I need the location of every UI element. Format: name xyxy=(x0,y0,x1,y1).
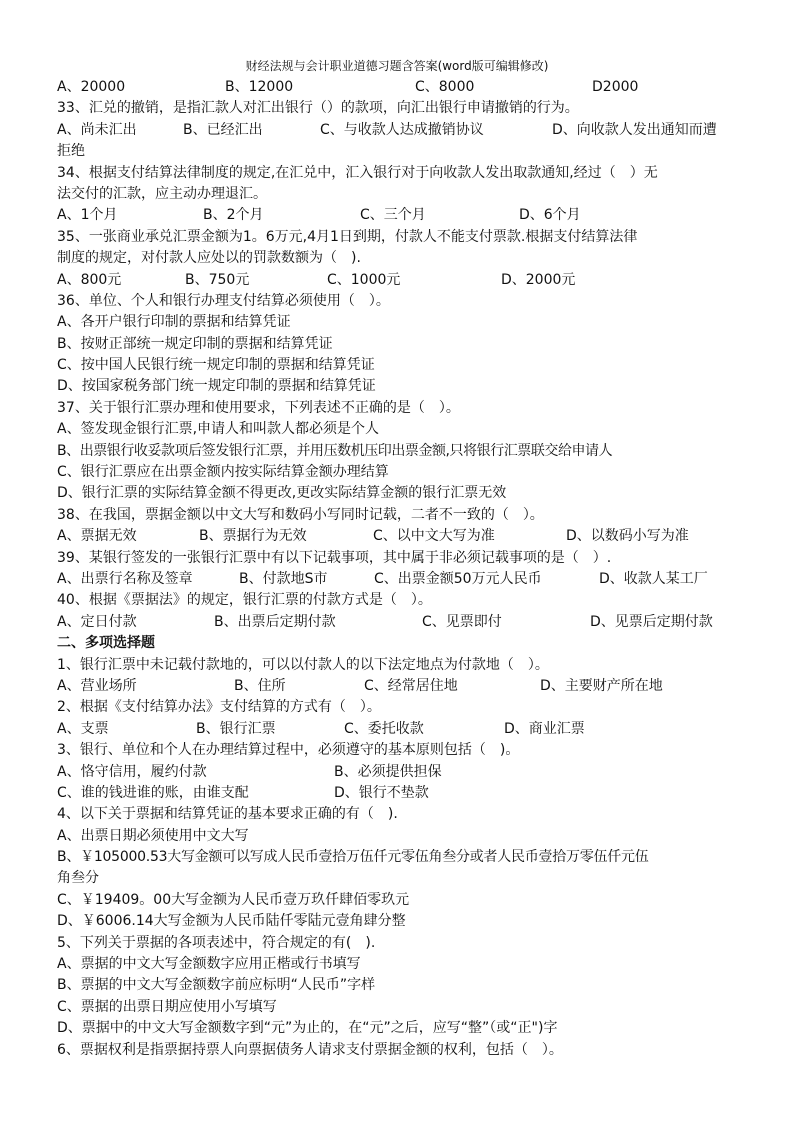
question-36-option-c: C、按中国人民银行统一规定印制的票据和结算凭证 xyxy=(57,357,375,374)
option-b: B、已经汇出 xyxy=(183,121,263,138)
question-40-stem: 40、根据《票据法》的规定，银行汇票的付款方式是（ ）。 xyxy=(57,592,432,609)
question-33-continuation: 拒绝 xyxy=(57,143,85,160)
option-d: D、见票后定期付款 xyxy=(590,613,713,630)
mc-question-3-stem: 3、银行、单位和个人在办理结算过程中，必须遵守的基本原则包括（ )。 xyxy=(57,742,520,759)
option-c: C、委托收款 xyxy=(344,720,424,737)
option-d: D、商业汇票 xyxy=(504,720,585,737)
question-33-stem: 33、汇兑的撤销，是指汇款人对汇出银行（）的款项，向汇出银行申请撤销的行为。 xyxy=(57,100,579,117)
option-d: D、2000元 xyxy=(501,271,576,288)
option-a: A、支票 xyxy=(57,720,109,737)
mc-question-2-options xyxy=(57,719,747,740)
option-d: D、6个月 xyxy=(519,207,581,224)
question-36-stem: 36、单位、个人和银行办理支付结算必须使用（ ）。 xyxy=(57,292,390,309)
option-a: A、票据无效 xyxy=(57,528,137,545)
option-c: C、谁的钱进谁的账，由谁支配 xyxy=(57,784,249,801)
question-36-option-b: B、按财正部统一规定印制的票据和结算凭证 xyxy=(57,335,333,352)
option-b: B、出票后定期付款 xyxy=(214,613,336,630)
question-39-options xyxy=(57,569,747,590)
mc-question-5-option-b: B、票据的中文大写金额数字前应标明“人民币”字样 xyxy=(57,977,376,994)
option-a: A、1个月 xyxy=(57,207,118,224)
mc-question-6-stem: 6、票据权利是指票据持票人向票据债务人请求支付票据金额的权利，包括（ ）。 xyxy=(57,1041,563,1058)
question-36-option-a: A、各开户银行印制的票据和结算凭证 xyxy=(57,314,291,331)
option-a: A、800元 xyxy=(57,271,122,288)
page-header: 财经法规与会计职业道德习题含答案(word版可编辑修改) xyxy=(245,59,549,73)
option-a: A、20000 xyxy=(57,79,126,95)
mc-question-5-option-d: D、票据中的中文大写金额数字到“元”为止的，在“元”之后，应写“整”（或“正")字 xyxy=(57,1020,558,1037)
question-39-stem: 39、某银行签发的一张银行汇票中有以下记载事项，其中属于非必须记载事项的是（ ）. xyxy=(57,549,612,566)
question-37-option-a: A、签发现金银行汇票,申请人和叫款人都必须是个人 xyxy=(57,421,380,438)
option-d: D、银行不垫款 xyxy=(334,784,429,801)
question-38-stem: 38、在我国，票据金额以中文大写和数码小写同时记载，二者不一致的（ ）。 xyxy=(57,506,544,523)
question-37-stem: 37、关于银行汇票办理和使用要求，下列表述不正确的是（ ）。 xyxy=(57,399,460,416)
option-d: D、向收款人发出通知而遭 xyxy=(552,121,717,138)
question-35-stem: 35、一张商业承兑汇票金额为1。6万元,4月1日到期，付款人不能支付票款.根据支付结算法律 xyxy=(57,228,638,245)
question-34-stem-cont: 法交付的汇款，应主动办理退汇。 xyxy=(57,185,267,202)
question-33-options xyxy=(57,120,747,141)
option-c: C、1000元 xyxy=(327,271,401,288)
option-d: D、收款人某工厂 xyxy=(599,570,708,587)
mc-question-4-option-b-cont: 角叁分 xyxy=(57,870,99,887)
mc-question-3-options-row2 xyxy=(57,783,747,804)
q32-options xyxy=(57,77,747,98)
question-35-options xyxy=(57,270,747,291)
option-c: C、以中文大写为准 xyxy=(373,528,495,545)
option-a: A、尚未汇出 xyxy=(57,121,137,138)
option-b: B、2个月 xyxy=(203,207,264,224)
question-34-stem: 34、根据支付结算法律制度的规定,在汇兑中，汇入银行对于向收款人发出取款通知,经过（ ）无 xyxy=(57,164,658,181)
option-a: A、恪守信用，履约付款 xyxy=(57,763,207,780)
mc-question-5-option-a: A、票据的中文大写金额数字应用正楷或行书填写 xyxy=(57,956,361,973)
question-36-option-d: D、按国家税务部门统一规定印制的票据和结算凭证 xyxy=(57,378,376,395)
mc-question-4-option-d: D、￥6006.14大写金额为人民币陆仟零陆元壹角肆分整 xyxy=(57,913,406,930)
option-c: C、经常居住地 xyxy=(364,677,458,694)
mc-question-4-stem: 4、以下关于票据和结算凭证的基本要求正确的有（ ). xyxy=(57,806,398,823)
option-a: A、出票行名称及签章 xyxy=(57,570,193,587)
question-37-option-b: B、出票银行收妥款项后签发银行汇票，并用压数机压印出票金额,只将银行汇票联交给申请人 xyxy=(57,442,613,459)
mc-question-4-option-c: C、￥19409。00大写金额为人民币壹万玖仟肆佰零玖元 xyxy=(57,891,410,908)
mc-question-5-option-c: C、票据的出票日期应使用小写填写 xyxy=(57,998,277,1015)
question-35-stem-cont: 制度的规定，对付款人应处以的罚款数额为（ ). xyxy=(57,250,361,267)
option-b: B、住所 xyxy=(234,677,286,694)
option-b: B、750元 xyxy=(185,271,250,288)
mc-question-1-stem: 1、银行汇票中未记载付款地的，可以以付款人的以下法定地点为付款地（ ）。 xyxy=(57,656,549,673)
option-b: B、票据行为无效 xyxy=(199,528,307,545)
option-a: A、定日付款 xyxy=(57,613,137,630)
mc-question-2-stem: 2、根据《支付结算办法》支付结算的方式有（ ）。 xyxy=(57,699,381,716)
option-d: D、以数码小写为准 xyxy=(566,528,689,545)
mc-question-3-options-row1 xyxy=(57,762,747,783)
question-37-option-c: C、银行汇票应在出票金额内按实际结算金额办理结算 xyxy=(57,464,389,481)
option-b: B、付款地S市 xyxy=(239,570,328,587)
option-c: C、与收款人达成撤销协议 xyxy=(320,121,484,138)
option-d: D、主要财产所在地 xyxy=(540,677,663,694)
option-a: A、营业场所 xyxy=(57,677,137,694)
mc-question-4-option-b: B、￥105000.53大写金额可以写成人民币壹拾万伍仟元零伍角叁分或者人民币壹拾万零伍仟元伍 xyxy=(57,849,649,866)
option-b: B、必须提供担保 xyxy=(334,763,442,780)
option-c: C、见票即付 xyxy=(422,613,502,630)
option-b: B、银行汇票 xyxy=(196,720,276,737)
question-40-options xyxy=(57,612,747,633)
option-d: D2000 xyxy=(592,79,639,95)
mc-question-1-options xyxy=(57,676,747,697)
option-c: C、8000 xyxy=(415,79,475,95)
option-c: C、三个月 xyxy=(360,207,426,224)
question-37-option-d: D、银行汇票的实际结算金额不得更改,更改实际结算金额的银行汇票无效 xyxy=(57,485,507,502)
question-34-options xyxy=(57,205,747,226)
option-b: B、12000 xyxy=(225,79,294,95)
option-c: C、出票金额50万元人民币 xyxy=(374,570,542,587)
mc-question-4-option-a: A、出票日期必须使用中文大写 xyxy=(57,827,249,844)
section-title: 二、多项选择题 xyxy=(57,635,155,652)
document-body xyxy=(57,77,747,1061)
mc-question-5-stem: 5、下列关于票据的各项表述中，符合规定的有( ). xyxy=(57,934,376,951)
question-38-options xyxy=(57,526,747,547)
